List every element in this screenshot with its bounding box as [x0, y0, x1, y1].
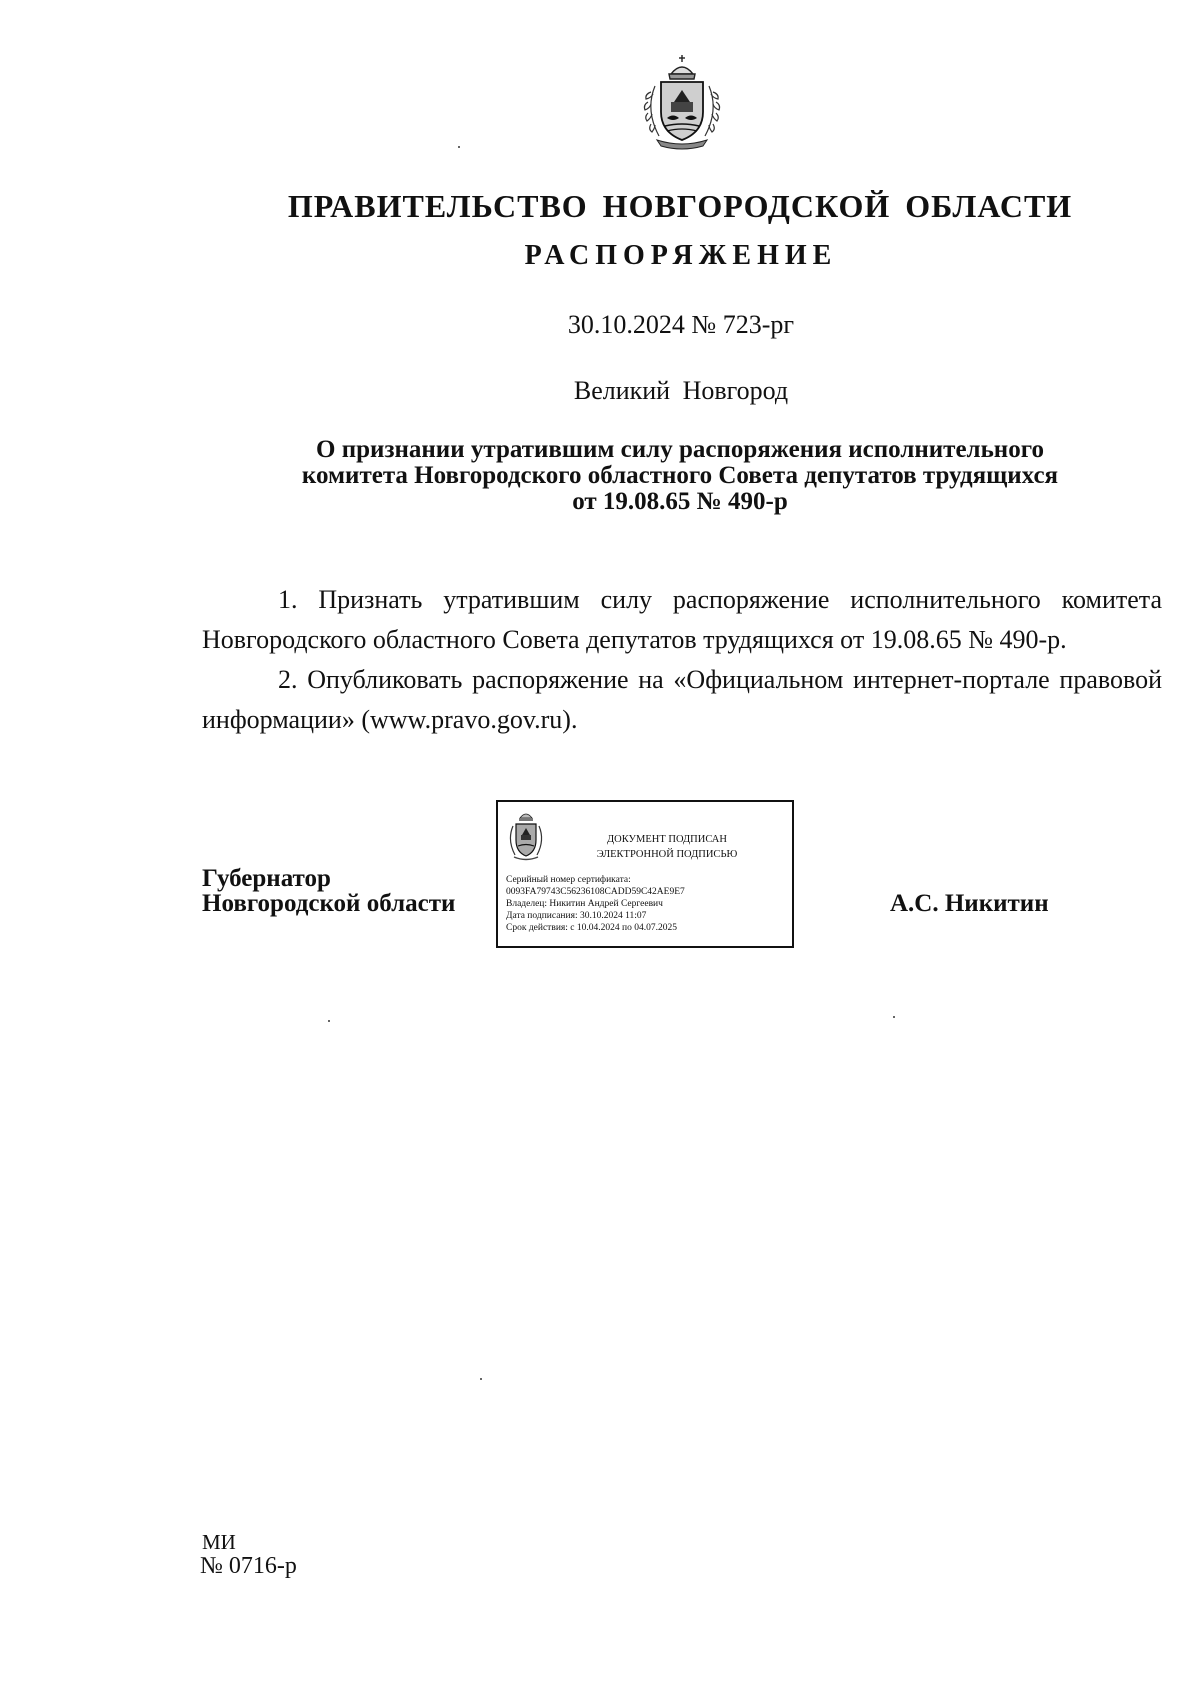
scan-speck — [893, 1016, 895, 1018]
stamp-details — [506, 874, 786, 934]
government-title: ПРАВИТЕЛЬСТВО НОВГОРОДСКОЙ ОБЛАСТИ — [287, 188, 1073, 224]
stamp-heading-line: ЭЛЕКТРОННОЙ ПОДПИСЬЮ — [596, 849, 738, 860]
stamp-certificate-number: 0093FA79743C56236108CADD59C42AE9E7 — [506, 887, 685, 897]
scan-speck — [328, 1020, 330, 1022]
signer-name: А.С. Никитин — [890, 890, 1049, 917]
signer-position — [202, 866, 455, 916]
coat-of-arms-icon — [641, 52, 723, 150]
document-type: РАСПОРЯЖЕНИЕ — [524, 240, 838, 271]
scan-speck — [480, 1378, 482, 1380]
stamp-coat-of-arms-icon — [506, 808, 546, 863]
body-paragraph-2: 2. Опубликовать распоряжение на «Официальном интернет-портале правовой информации» (www.pravo.gov.ru). — [202, 665, 1162, 734]
subject-line: от 19.08.65 № 490-р — [572, 488, 788, 515]
stamp-heading-line: ДОКУМЕНТ ПОДПИСАН — [607, 834, 727, 845]
document-body — [202, 580, 1162, 740]
scan-speck — [458, 146, 460, 148]
stamp-certificate-label: Серийный номер сертификата: — [506, 875, 631, 885]
stamp-heading — [552, 832, 782, 862]
stamp-owner: Владелец: Никитин Андрей Сергеевич — [506, 899, 663, 909]
document-subject — [200, 437, 1160, 515]
signer-position-line: Новгородской области — [202, 890, 456, 917]
stamp-signed-date: Дата подписания: 30.10.2024 11:07 — [506, 911, 647, 921]
electronic-signature-stamp — [496, 800, 794, 948]
subject-line: О признании утратившим силу распоряжения исполнительного — [316, 436, 1044, 463]
signer-position-line: Губернатор — [202, 865, 331, 892]
body-paragraph-1: 1. Признать утратившим силу распоряжение исполнительного комитета Новгородского областного Совета депутатов трудящихся от 19.08.65 № 490-р. — [202, 585, 1162, 654]
document-date-number: 30.10.2024 № 723-рг — [567, 310, 795, 339]
registration-number: № 0716-р — [200, 1553, 297, 1579]
subject-line: комитета Новгородского областного Совета депутатов трудящихся — [301, 462, 1059, 489]
executor-initials: МИ — [202, 1530, 236, 1554]
document-city: Великий Новгород — [573, 376, 789, 405]
stamp-validity: Срок действия: с 10.04.2024 по 04.07.2025 — [506, 923, 677, 933]
